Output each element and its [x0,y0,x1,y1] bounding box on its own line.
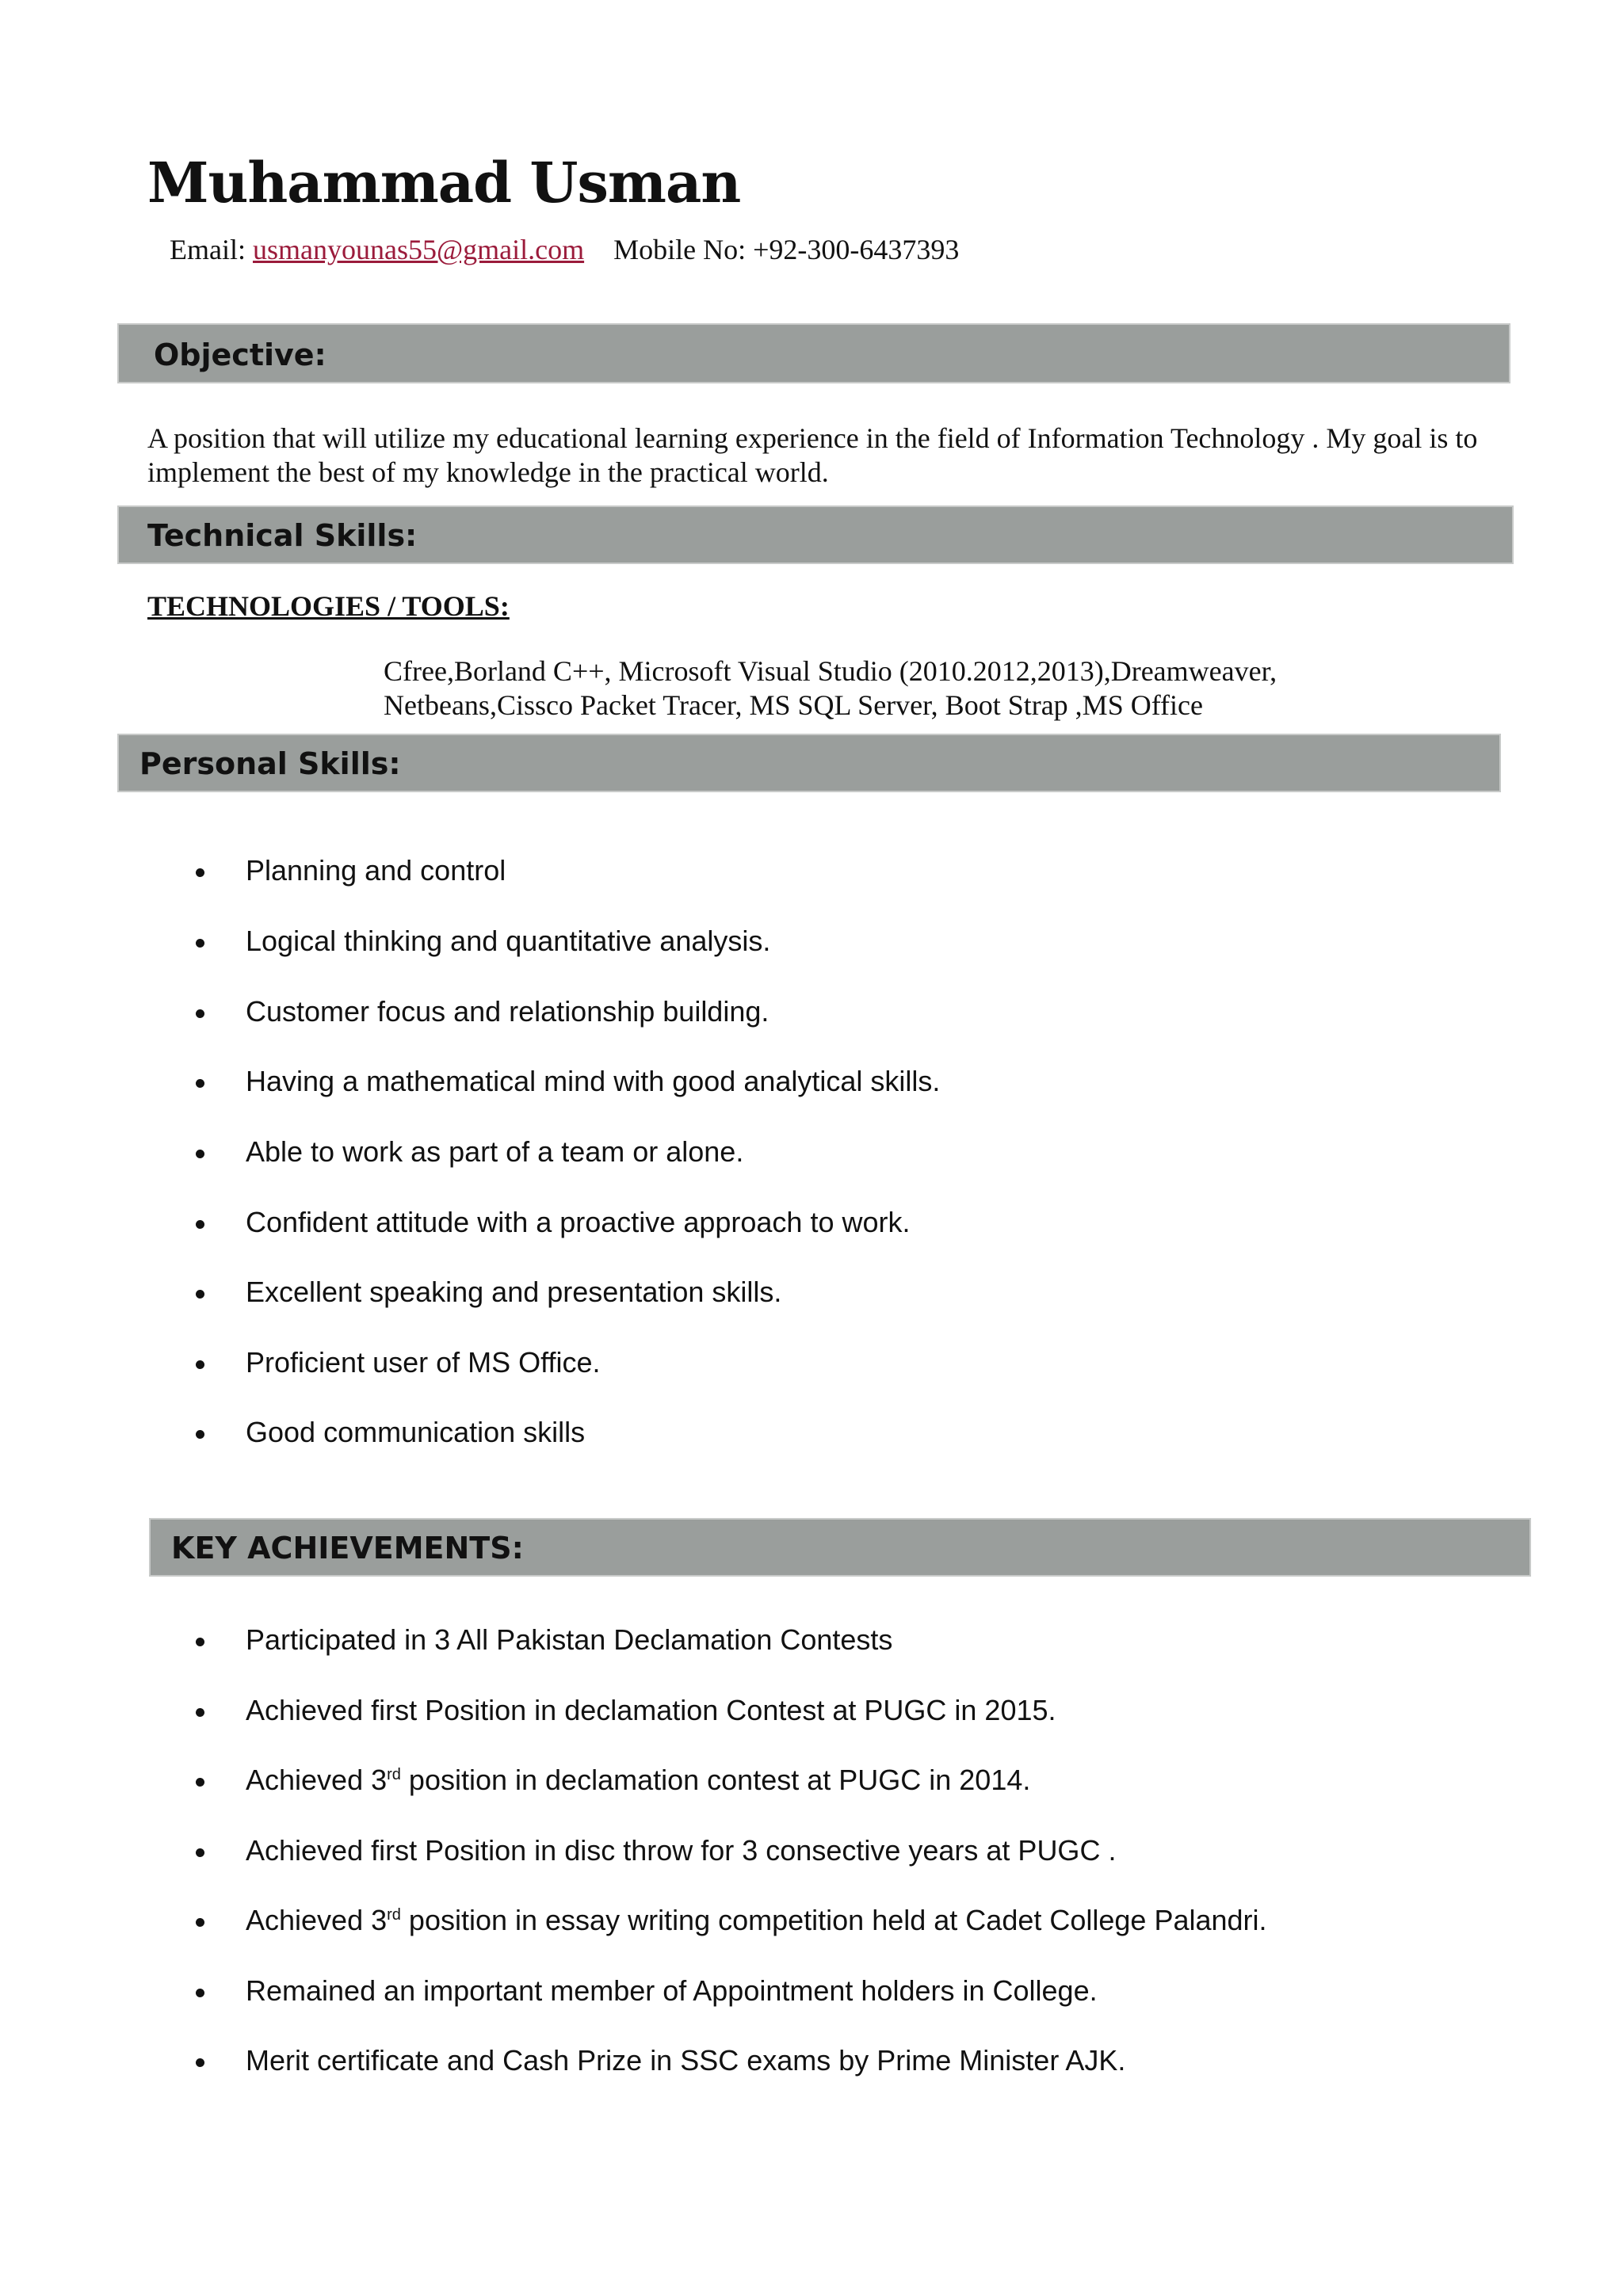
email-link[interactable]: usmanyounas55@gmail.com [252,234,585,265]
bullet-icon [196,1918,204,1927]
bullet-icon [196,1430,204,1439]
email-label: Email: [170,234,246,265]
achievements-bar [149,1518,1531,1577]
technologies-list [384,654,1414,723]
personal-skills-bar [117,734,1501,792]
objective-line-1: A position that will utilize my educational learning experience in the field of Information Technology . My goal is to [147,422,1478,454]
achievements-title: KEY ACHIEVEMENTS: [171,1531,524,1566]
objective-title: Objective: [154,338,327,372]
technical-skills-title: Technical Skills: [147,518,418,553]
objective-bar [117,323,1510,383]
bullet-icon [196,1989,204,1997]
bullet-icon [196,1708,204,1717]
bullet-icon [196,1290,204,1299]
technologies-line-2: Netbeans,Cissco Packet Tracer, MS SQL Server, Boot Strap ,MS Office [384,689,1203,721]
mobile-number: Mobile No: +92-300-6437393 [613,234,960,265]
bullet-icon [196,1848,204,1857]
contact-line [170,233,959,266]
objective-line-2: implement the best of my knowledge in the practical world. [147,456,829,488]
bullet-icon [196,1079,204,1088]
personal-skills-title: Personal Skills: [139,746,401,781]
bullet-icon [196,1360,204,1369]
bullet-icon [196,1220,204,1229]
objective-text [147,421,1542,490]
bullet-icon [196,1638,204,1646]
candidate-name: Muhammad Usman [147,150,741,215]
bullet-icon [196,1009,204,1018]
bullet-icon [196,2058,204,2067]
technical-skills-bar [117,505,1514,564]
bullet-icon [196,1778,204,1787]
bullet-icon [196,1150,204,1158]
bullet-icon [196,868,204,877]
technologies-heading: TECHNOLOGIES / TOOLS: [147,590,510,622]
technologies-line-1: Cfree,Borland C++, Microsoft Visual Studio (2010.2012,2013),Dreamweaver, [384,655,1277,687]
bullet-icon [196,939,204,948]
